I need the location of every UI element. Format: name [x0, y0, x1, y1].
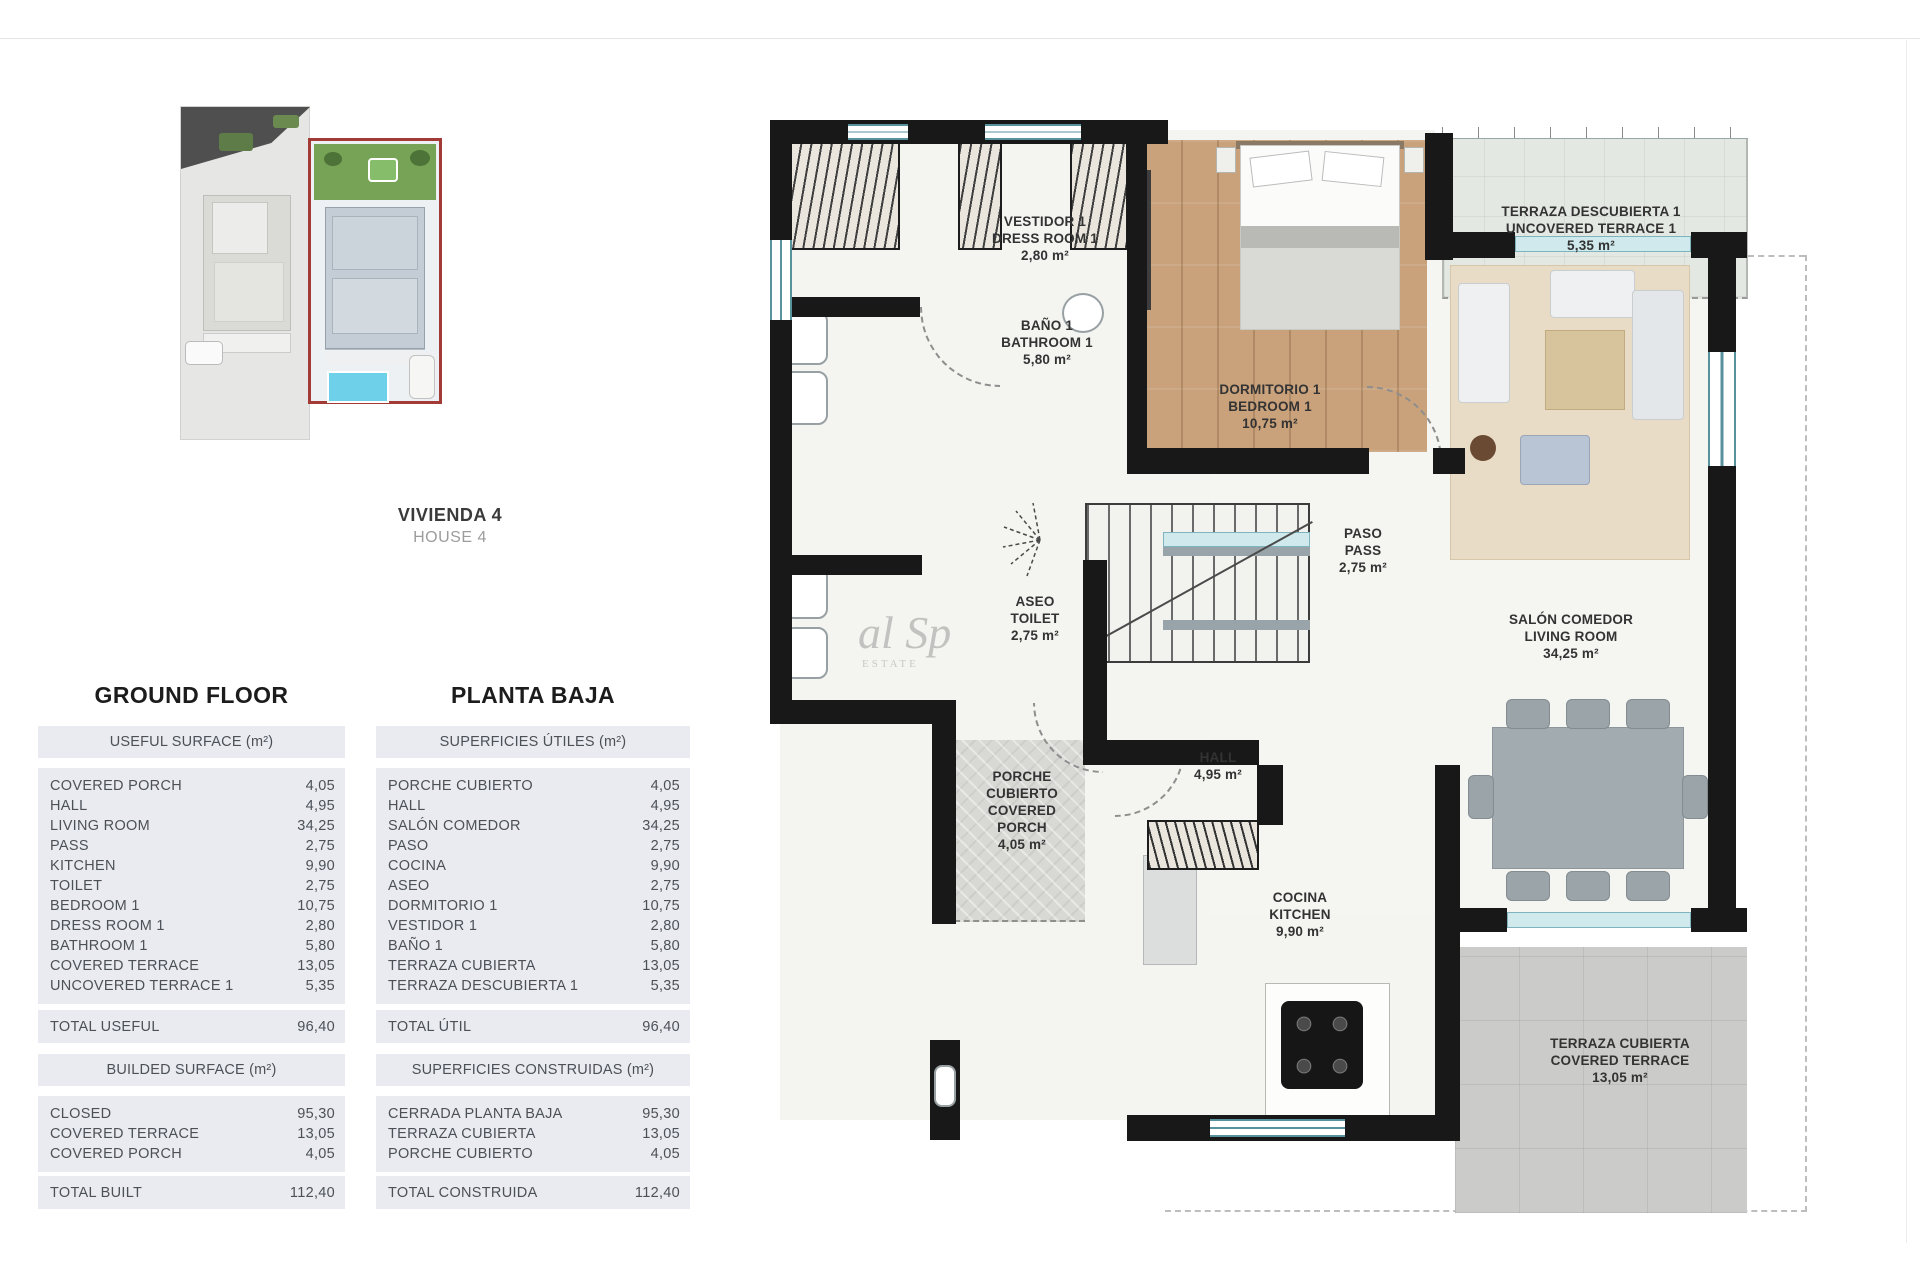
room-label-line: 2,80 m² [1021, 248, 1069, 263]
room-label-line: CUBIERTO [986, 786, 1058, 801]
car-icon [185, 341, 223, 365]
row-label: BEDROOM 1 [50, 898, 140, 914]
window [770, 240, 792, 320]
wall [770, 120, 792, 240]
room-label-line: BATHROOM 1 [1001, 335, 1093, 350]
room-label-line: BAÑO 1 [1020, 318, 1074, 333]
table-row [38, 936, 345, 956]
wall [1127, 448, 1369, 474]
room-label-line: 5,35 m² [1567, 238, 1615, 253]
row-label: BATHROOM 1 [50, 938, 148, 954]
row-label: BAÑO 1 [388, 938, 443, 954]
row-value: 95,30 [642, 1106, 680, 1122]
total-label: TOTAL USEFUL [50, 1018, 160, 1035]
total-useful-row [38, 1010, 345, 1043]
site-plan [180, 100, 442, 440]
wall [1691, 908, 1747, 932]
room-label-line: HALL [1199, 750, 1237, 765]
pillow [1249, 150, 1312, 187]
wardrobe [778, 142, 900, 250]
room-label-line: PORCH [997, 820, 1047, 835]
room-label-line: TERRAZA DESCUBIERTA 1 [1501, 204, 1681, 219]
wall [1433, 448, 1465, 474]
row-value: 10,75 [642, 898, 680, 914]
sliding-glass-door [1507, 912, 1691, 928]
wall [770, 120, 1168, 144]
row-value: 5,80 [650, 938, 680, 954]
wall [1435, 765, 1460, 1123]
table-row [376, 916, 690, 936]
chair [1468, 775, 1494, 819]
room-label-line: 34,25 m² [1543, 646, 1599, 661]
row-label: CLOSED [50, 1106, 112, 1122]
armchair [1520, 435, 1590, 485]
row-value: 2,75 [305, 838, 335, 854]
roof-panel [212, 202, 268, 254]
table-row [38, 836, 345, 856]
sofa [1458, 283, 1510, 403]
watermark-fragment: al Sp [858, 607, 952, 658]
dining-table [1492, 727, 1684, 869]
row-label: TERRAZA CUBIERTA [388, 958, 536, 974]
neighbor-house [203, 195, 291, 331]
room-label-line: 2,75 m² [1339, 560, 1387, 575]
superficies-construidas-header: SUPERFICIES CONSTRUIDAS (m²) [376, 1054, 690, 1086]
total-label: TOTAL ÚTIL [388, 1018, 472, 1035]
room-label-covered-terrace [1514, 1035, 1726, 1086]
row-value: 34,25 [642, 818, 680, 834]
total-value: 96,40 [642, 1018, 680, 1035]
row-label: DORMITORIO 1 [388, 898, 498, 914]
room-label-line: BEDROOM 1 [1228, 399, 1312, 414]
total-built-row [38, 1176, 345, 1209]
useful-surface-rows [38, 768, 345, 1004]
row-value: 4,05 [650, 778, 680, 794]
row-label: COVERED PORCH [50, 778, 182, 794]
row-label: TERRAZA CUBIERTA [388, 1126, 536, 1142]
window [985, 124, 1081, 140]
table-row [376, 1124, 690, 1144]
wall [1691, 232, 1747, 258]
row-value: 2,80 [650, 918, 680, 934]
table-row [38, 776, 345, 796]
room-label-toilet [982, 593, 1088, 644]
wall [770, 555, 922, 575]
chair [1506, 699, 1550, 729]
floor-plan [770, 115, 1835, 1235]
table-row [38, 1144, 345, 1164]
wall [1083, 560, 1107, 765]
row-value: 5,35 [305, 978, 335, 994]
window [1210, 1119, 1345, 1137]
room-label-line: COVERED TERRACE [1550, 1053, 1690, 1068]
superficies-construidas-rows [376, 1096, 690, 1172]
chair [1566, 871, 1610, 901]
room-label-line: 5,80 m² [1023, 352, 1071, 367]
planta-baja-title: PLANTA BAJA [450, 682, 616, 708]
nightstand [1404, 147, 1424, 173]
nightstand [1216, 147, 1236, 173]
row-value: 2,80 [305, 918, 335, 934]
row-label: PASS [50, 838, 89, 854]
row-value: 13,05 [642, 958, 680, 974]
table-row [376, 956, 690, 976]
row-value: 5,35 [650, 978, 680, 994]
chair [1506, 871, 1550, 901]
boundary-dashed-line [1805, 255, 1807, 1212]
room-label-line: ASEO [1015, 594, 1055, 609]
room-label-line: 13,05 m² [1592, 1070, 1648, 1085]
car-icon [409, 355, 435, 399]
window [1708, 352, 1736, 466]
room-label-line: DRESS ROOM 1 [992, 231, 1098, 246]
row-label: CERRADA PLANTA BAJA [388, 1106, 563, 1122]
cooktop [1281, 1001, 1363, 1089]
chair [1626, 871, 1670, 901]
room-label-dress-room [957, 213, 1133, 264]
row-value: 10,75 [297, 898, 335, 914]
row-value: 13,05 [297, 1126, 335, 1142]
table-row [376, 856, 690, 876]
row-value: 4,05 [650, 1146, 680, 1162]
wall [770, 320, 792, 702]
pillow [1322, 151, 1385, 187]
room-label-hall [1170, 749, 1266, 783]
room-label-bedroom1 [1182, 381, 1358, 432]
table-row [38, 916, 345, 936]
room-label-bathroom1 [959, 317, 1135, 368]
row-label: UNCOVERED TERRACE 1 [50, 978, 234, 994]
total-label: TOTAL BUILT [50, 1184, 143, 1201]
wall [770, 297, 920, 317]
room-label-line: 10,75 m² [1242, 416, 1298, 431]
table-row [376, 976, 690, 996]
row-value: 2,75 [650, 878, 680, 894]
table-row [38, 876, 345, 896]
row-label: KITCHEN [50, 858, 116, 874]
hedge [219, 133, 253, 151]
door-fan-symbol [970, 500, 1060, 580]
row-value: 2,75 [650, 838, 680, 854]
row-value: 4,95 [305, 798, 335, 814]
bush [324, 152, 342, 166]
sheet-frame-line [1906, 38, 1907, 1243]
terrace-glass-balustrade [1442, 127, 1748, 139]
house4-roof [325, 207, 425, 349]
row-label: HALL [388, 798, 426, 814]
table-row [38, 816, 345, 836]
window [848, 124, 908, 140]
table-row [38, 1104, 345, 1124]
row-value: 9,90 [305, 858, 335, 874]
chair [1682, 775, 1708, 819]
house-name-en: HOUSE 4 [413, 529, 487, 547]
row-label: TERRAZA DESCUBIERTA 1 [388, 978, 579, 994]
chair [1566, 699, 1610, 729]
room-label-line: PASO [1343, 526, 1383, 541]
table-row [376, 776, 690, 796]
wall [1127, 140, 1147, 452]
room-label-line: TERRAZA CUBIERTA [1550, 1036, 1690, 1051]
stair-rail [1163, 547, 1310, 556]
pool [327, 371, 389, 403]
stair-rail [1163, 620, 1310, 630]
builded-surface-header: BUILDED SURFACE (m²) [38, 1054, 345, 1086]
highlighted-plot-house4 [308, 138, 442, 404]
row-label: VESTIDOR 1 [388, 918, 478, 934]
row-label: TOILET [50, 878, 103, 894]
chair [1626, 699, 1670, 729]
room-label-line: PASS [1344, 543, 1382, 558]
superficies-utiles-header: SUPERFICIES ÚTILES (m²) [376, 726, 690, 758]
wall [932, 724, 956, 924]
boundary-dashed-line [1748, 255, 1805, 257]
room-label-line: UNCOVERED TERRACE 1 [1505, 221, 1677, 236]
superficies-utiles-rows [376, 768, 690, 1004]
table-row [376, 936, 690, 956]
room-label-line: 4,95 m² [1194, 767, 1242, 782]
table-row [376, 1144, 690, 1164]
chaise-lounge [1632, 290, 1684, 420]
room-label-line: 2,75 m² [1011, 628, 1059, 643]
table-row [38, 896, 345, 916]
table-row [376, 1104, 690, 1124]
row-value: 4,05 [305, 778, 335, 794]
total-util-row [376, 1010, 690, 1043]
hedge [273, 115, 299, 128]
table-row [38, 976, 345, 996]
blanket-fold [1241, 226, 1399, 248]
sheet-frame-line [0, 38, 1920, 39]
row-label: PASO [388, 838, 429, 854]
total-value: 96,40 [297, 1018, 335, 1035]
row-label: HALL [50, 798, 88, 814]
room-label-kitchen [1252, 889, 1348, 940]
wall [1708, 466, 1736, 910]
sofa [1550, 270, 1635, 318]
total-label: TOTAL CONSTRUIDA [388, 1184, 538, 1201]
room-label-line: PORCHE [992, 769, 1052, 784]
roof-panel [332, 278, 418, 334]
row-value: 5,80 [305, 938, 335, 954]
house-name-es: VIVIENDA 4 [397, 505, 503, 525]
roof-panel [214, 262, 284, 322]
row-label: COVERED TERRACE [50, 958, 200, 974]
lawn [314, 144, 436, 200]
row-label: PORCHE CUBIERTO [388, 778, 533, 794]
row-label: COCINA [388, 858, 447, 874]
ground-floor-title: GROUND FLOOR [94, 682, 289, 708]
garden-feature [368, 158, 398, 182]
bed [1240, 145, 1400, 330]
useful-surface-header: USEFUL SURFACE (m²) [38, 726, 345, 758]
table-row [376, 836, 690, 856]
row-label: SALÓN COMEDOR [388, 818, 521, 834]
room-label-line: TOILET [1010, 611, 1060, 626]
table-row [376, 896, 690, 916]
row-value: 95,30 [297, 1106, 335, 1122]
row-label: COVERED PORCH [50, 1146, 182, 1162]
row-value: 34,25 [297, 818, 335, 834]
total-value: 112,40 [289, 1184, 335, 1201]
row-value: 4,05 [305, 1146, 335, 1162]
row-label: LIVING ROOM [50, 818, 150, 834]
room-label-line: KITCHEN [1269, 907, 1331, 922]
row-value: 13,05 [642, 1126, 680, 1142]
stair-railing [1147, 820, 1259, 870]
roof-panel [332, 216, 418, 270]
row-value: 2,75 [305, 878, 335, 894]
room-label-line: VESTIDOR 1 [1003, 214, 1087, 229]
table-row [376, 876, 690, 896]
table-row [38, 796, 345, 816]
wall [1455, 908, 1507, 932]
coffee-table [1545, 330, 1625, 410]
row-value: 13,05 [297, 958, 335, 974]
table-row [38, 1124, 345, 1144]
row-value: 4,95 [650, 798, 680, 814]
neighbor-plot [180, 106, 310, 440]
room-label-line: DORMITORIO 1 [1219, 382, 1321, 397]
wall [1708, 258, 1736, 352]
builded-surface-rows [38, 1096, 345, 1172]
total-value: 112,40 [634, 1184, 680, 1201]
row-label: COVERED TERRACE [50, 1126, 200, 1142]
room-label-line: SALÓN COMEDOR [1508, 612, 1634, 627]
room-label-line: COVERED [987, 803, 1057, 818]
table-row [376, 796, 690, 816]
row-value: 9,90 [650, 858, 680, 874]
side-table [1470, 435, 1496, 461]
table-row [38, 956, 345, 976]
room-label-covered-porch [974, 768, 1070, 853]
bush [410, 150, 430, 166]
watermark-fragment-small: ESTATE [862, 658, 919, 670]
row-label: PORCHE CUBIERTO [388, 1146, 533, 1162]
room-label-line: COCINA [1272, 890, 1328, 905]
table-row [376, 816, 690, 836]
room-label-line: 4,05 m² [998, 837, 1046, 852]
room-label-uncovered-terrace [1485, 203, 1697, 254]
table-row [38, 856, 345, 876]
row-label: DRESS ROOM 1 [50, 918, 165, 934]
utility-fixture [934, 1065, 956, 1107]
wall [770, 700, 956, 724]
kitchen-cabinet [1143, 855, 1197, 965]
room-label-living-room [1482, 611, 1660, 662]
total-construida-row [376, 1176, 690, 1209]
room-label-pass [1310, 525, 1416, 576]
room-label-line: 9,90 m² [1276, 924, 1324, 939]
room-label-line: LIVING ROOM [1524, 629, 1618, 644]
row-label: ASEO [388, 878, 430, 894]
site-plan-caption [330, 503, 570, 549]
